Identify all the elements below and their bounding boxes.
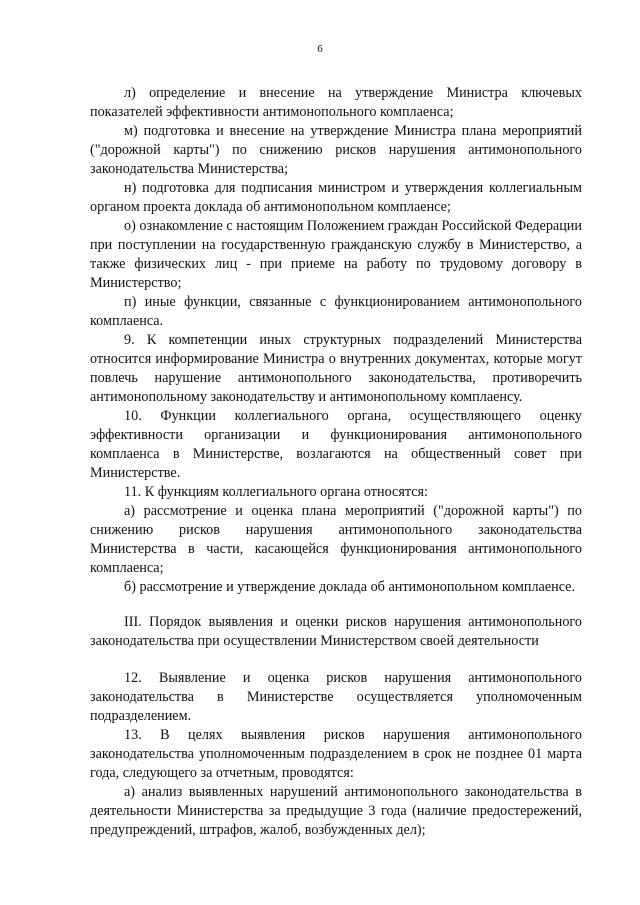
list-item-m: м) подготовка и внесение на утверждение Министра плана мероприятий ("дорожной карты") по снижению рисков нарушения антимонопольного законодательства Министерства; [90,123,582,177]
clause-9: 9. К компетенции иных структурных подразделений Министерства относится информирование Министра о внутренних документах, которые могут повлечь нарушение антимонопольного законодательства, противоречить антимонопольному законодательству и антимонопольному комплаенсу. [90,332,582,405]
clause-11-item-a: а) рассмотрение и оценка плана мероприятий ("дорожной карты") по снижению рисков нарушения антимонопольного законодательства Министерства в части, касающейся функционирования антимонопольного комплаенса; [90,503,582,576]
list-item-p: п) иные функции, связанные с функционированием антимонопольного комплаенса. [90,294,582,329]
document-body [90,84,582,840]
clause-12: 12. Выявление и оценка рисков нарушения антимонопольного законодательства в Министерстве осуществляется уполномоченным подразделением. [90,670,582,724]
section-heading: III. Порядок выявления и оценки рисков нарушения антимонопольного законодательства при осуществлении Министерством своей деятельности [90,614,582,649]
clause-13: 13. В целях выявления рисков нарушения антимонопольного законодательства уполномоченным подразделением в срок не позднее 01 марта года, следующего за отчетным, проводятся: [90,727,582,781]
list-item-o: о) ознакомление с настоящим Положением граждан Российской Федерации при поступлении на государственную гражданскую службу в Министерство, а также физических лиц - при приеме на работу по трудовому договору в Министерство; [90,218,582,291]
page-number: 6 [317,43,323,55]
clause-11: 11. К функциям коллегиального органа относятся: [124,484,428,500]
clause-10: 10. Функции коллегиального органа, осуществляющего оценку эффективности организации и функционирования антимонопольного комплаенса в Министерстве, возлагаются на общественный совет при Министерстве. [90,408,582,481]
clause-13-item-a: а) анализ выявленных нарушений антимонопольного законодательства в деятельности Министерства за предыдущие 3 года (наличие предостережений, предупреждений, штрафов, жалоб, возбужденных дел); [90,784,582,838]
list-item-l: л) определение и внесение на утверждение Министра ключевых показателей эффективности антимонопольного комплаенса; [90,85,582,120]
list-item-n: н) подготовка для подписания министром и утверждения коллегиальным органом проекта доклада об антимонопольном комплаенсе; [90,180,582,215]
clause-11-item-b: б) рассмотрение и утверждение доклада об антимонопольном комплаенсе. [124,579,576,595]
